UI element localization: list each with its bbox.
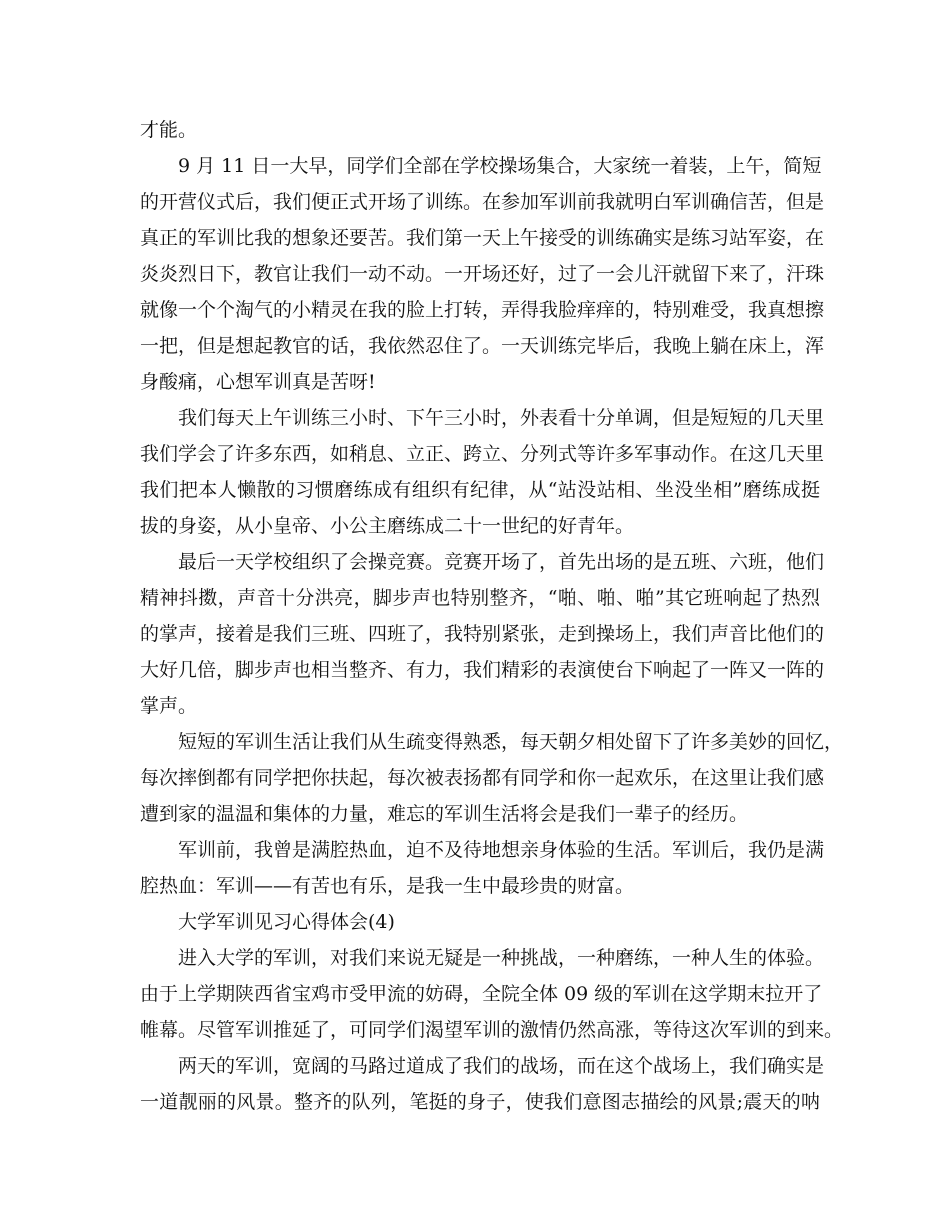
text-line: 遭到家的温温和集体的力量，难忘的军训生活将会是我们一辈子的经历。 (140, 803, 749, 825)
text-line: 才能。 (140, 119, 198, 141)
text-line: 我们把本人懒散的习惯磨练成有组织有纪律，从“站没站相、坐没坐相”磨练成挺 (140, 479, 820, 501)
text-line: 真正的军训比我的想象还要苦。我们第一天上午接受的训练确实是练习站军姿，在 (140, 227, 825, 249)
text-line: 一把，但是想起教官的话，我依然忍住了。一天训练完毕后，我晚上躺在床上，浑 (140, 335, 825, 357)
text-line: 由于上学期陕西省宝鸡市受甲流的妨碍，全院全体 09 级的军训在这学期末拉开了 (140, 983, 823, 1005)
text-line: 精神抖擞，声音十分洪亮，脚步声也特别整齐，“啪、啪、啪”其它班响起了热烈 (140, 587, 820, 609)
text-line: 炎炎烈日下，教官让我们一动不动。一开场还好，过了一会儿汗就留下来了，汗珠 (140, 263, 825, 285)
text-line: 进入大学的军训，对我们来说无疑是一种挑战，一种磨练，一种人生的体验。 (178, 947, 825, 969)
text-line: 我们每天上午训练三小时、下午三小时，外表看十分单调，但是短短的几天里 (178, 407, 825, 429)
text-line: 拔的身姿，从小皇帝、小公主磨练成二十一世纪的好青年。 (140, 515, 635, 537)
text-line: 军训前，我曾是满腔热血，迫不及待地想亲身体验的生活。军训后，我仍是满 (178, 839, 825, 861)
text-line: 两天的军训，宽阔的马路过道成了我们的战场，而在这个战场上，我们确实是 (178, 1055, 825, 1077)
text-line: 的掌声，接着是我们三班、四班了，我特别紧张，走到操场上，我们声音比他们的 (140, 623, 825, 645)
text-line: 短短的军训生活让我们从生疏变得熟悉，每天朝夕相处留下了许多美妙的回忆， (178, 731, 844, 753)
text-line: 腔热血：军训——有苦也有乐，是我一生中最珍贵的财富。 (140, 875, 635, 897)
text-line: 就像一个个淘气的小精灵在我的脸上打转，弄得我脸痒痒的，特别难受，我真想擦 (140, 299, 825, 321)
text-line: 最后一天学校组织了会操竞赛。竞赛开场了，首先出场的是五班、六班，他们 (178, 551, 825, 573)
section-heading: 大学军训见习心得体会(4) (178, 911, 395, 933)
text-line: 身酸痛，心想军训真是苦呀! (140, 371, 376, 393)
text-line: 9 月 11 日一大早，同学们全部在学校操场集合，大家统一着装，上午，简短 (178, 155, 822, 177)
text-line: 帷幕。尽管军训推延了，可同学们渴望军训的激情仍然高涨，等待这次军训的到来。 (140, 1019, 844, 1041)
text-line: 的开营仪式后，我们便正式开场了训练。在参加军训前我就明白军训确信苦，但是 (140, 191, 825, 213)
text-line: 掌声。 (140, 695, 198, 717)
text-line: 大好几倍，脚步声也相当整齐、有力，我们精彩的表演使台下响起了一阵又一阵的 (140, 659, 825, 681)
text-line: 每次摔倒都有同学把你扶起，每次被表扬都有同学和你一起欢乐，在这里让我们感 (140, 767, 825, 789)
text-line: 我们学会了许多东西，如稍息、立正、跨立、分列式等许多军事动作。在这几天里 (140, 443, 825, 465)
text-line: 一道靓丽的风景。整齐的队列，笔挺的身子，使我们意图志描绘的风景;震天的呐 (140, 1091, 820, 1113)
